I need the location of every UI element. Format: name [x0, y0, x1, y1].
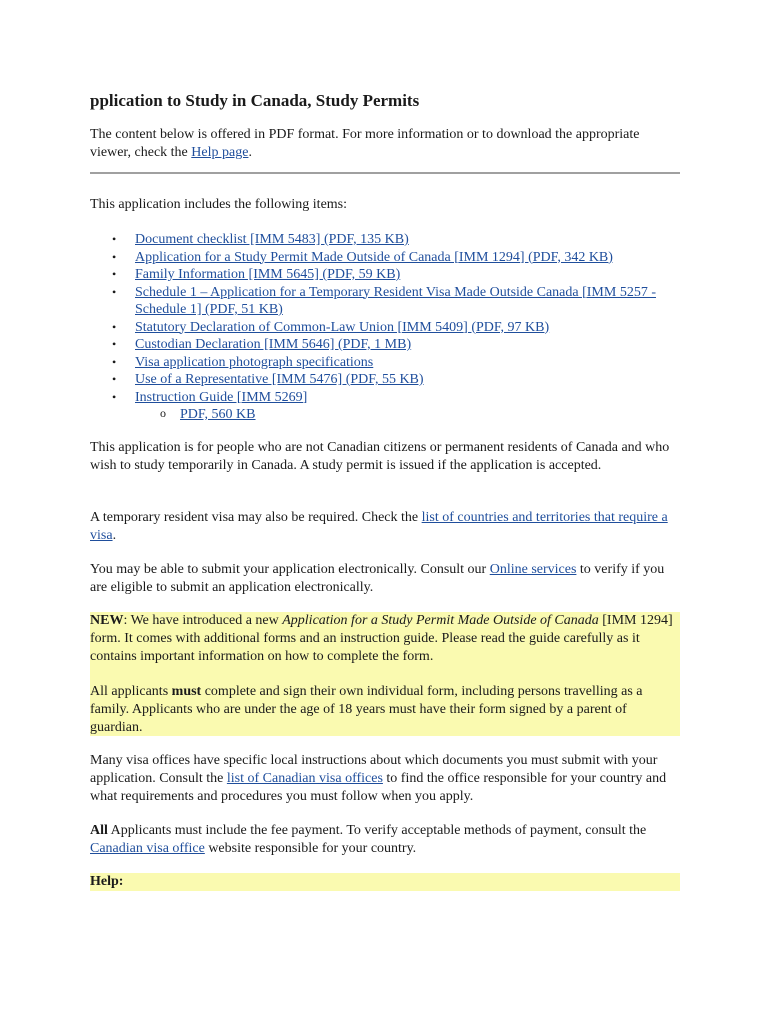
- help-heading-bar: [90, 873, 680, 891]
- visa-offices-link[interactable]: list of Canadian visa offices: [226, 771, 383, 786]
- common-law-declaration-link[interactable]: Statutory Declaration of Common-Law Union [IMM 5409] (PDF, 97 KB): [135, 319, 550, 335]
- schedule-1-link[interactable]: Schedule 1 – Application for a Temporary Resident Visa Made Outside Canada [IMM 5257 - Schedule 1] (PDF, 51 KB): [135, 284, 656, 317]
- horizontal-divider: [90, 172, 680, 174]
- sub-list: [135, 406, 680, 424]
- bullet-icon: •: [112, 232, 117, 246]
- online-services-link[interactable]: Online services: [489, 562, 577, 577]
- canadian-visa-office-link[interactable]: Canadian visa office: [90, 841, 205, 856]
- new-label: NEW: [90, 613, 124, 628]
- visa-countries-link[interactable]: list of countries and territories that require a visa: [90, 510, 668, 543]
- document-checklist-link[interactable]: Document checklist [IMM 5483] (PDF, 135 KB): [135, 232, 409, 247]
- help-page-link[interactable]: Help page: [191, 145, 249, 160]
- sub-list-item: [135, 406, 680, 424]
- list-item: [90, 249, 680, 267]
- items-heading: This application includes the following items:: [90, 197, 348, 212]
- circle-bullet-icon: o: [160, 406, 166, 420]
- bullet-icon: •: [112, 267, 117, 281]
- family-information-link[interactable]: Family Information [IMM 5645] (PDF, 59 KB): [135, 267, 401, 282]
- list-item: [90, 266, 680, 284]
- instruction-guide-link[interactable]: Instruction Guide [IMM 5269]: [135, 389, 308, 405]
- custodian-declaration-link[interactable]: Custodian Declaration [IMM 5646] (PDF, 1 MB): [135, 337, 412, 352]
- eligibility-paragraph: This application is for people who are not Canadian citizens or permanent residents of Canada and who wish to study temporarily in Canada. A study permit is issued if the application is accepted.: [90, 440, 670, 473]
- all-applicants-paragraph: All applicants must complete and sign their own individual form, including persons travelling as a family. Applicants who are under the age of 18 years must have their form signed by a parent of guardian.: [90, 684, 643, 735]
- list-item: [90, 389, 680, 424]
- online-services-paragraph: You may be able to submit your application electronically. Consult our Online services to verify if you are eligible to submit an application electronically.: [90, 562, 665, 595]
- bullet-icon: •: [112, 389, 117, 404]
- help-label: Help:: [90, 874, 124, 889]
- representative-link[interactable]: Use of a Representative [IMM 5476] (PDF, 55 KB): [135, 372, 424, 387]
- bullet-icon: •: [112, 319, 117, 334]
- page-title: pplication to Study in Canada, Study Permits: [90, 91, 420, 110]
- intro-paragraph: The content below is offered in PDF format. For more information or to download the appropriate viewer, check the Help page.: [90, 127, 640, 160]
- items-list: [90, 231, 680, 424]
- bullet-icon: •: [112, 249, 117, 264]
- instruction-guide-pdf-link[interactable]: PDF, 560 KB: [180, 407, 256, 422]
- fee-paragraph: All Applicants must include the fee payment. To verify acceptable methods of payment, consult the Canadian visa office website responsible for your country.: [90, 823, 647, 856]
- study-permit-application-link[interactable]: Application for a Study Permit Made Outside of Canada [IMM 1294] (PDF, 342 KB): [135, 249, 613, 265]
- visa-offices-paragraph: Many visa offices have specific local instructions about which documents you must submit with your application. Consult the list of Canadian visa offices to find the office responsible for your country and what requirements and procedures you must follow when you apply.: [90, 753, 667, 804]
- list-item: [90, 231, 680, 249]
- visa-paragraph: A temporary resident visa may also be required. Check the list of countries and territories that require a visa.: [90, 510, 668, 543]
- list-item: [90, 371, 680, 389]
- bullet-icon: •: [112, 337, 117, 351]
- bullet-icon: •: [112, 354, 117, 369]
- bullet-icon: •: [112, 284, 117, 299]
- list-item: [90, 336, 680, 354]
- highlighted-notice: [90, 612, 680, 736]
- new-notice-paragraph: NEW: We have introduced a new Application for a Study Permit Made Outside of Canada [IMM 1294] form. It comes with additional forms and an instruction guide. Please read the guide carefully as it contains important information on how to complete the form.: [90, 613, 673, 664]
- list-item: [90, 319, 680, 337]
- list-item: [90, 284, 680, 319]
- list-item: [90, 354, 680, 372]
- photo-specifications-link[interactable]: Visa application photograph specifications: [135, 354, 374, 370]
- bullet-icon: •: [112, 372, 117, 386]
